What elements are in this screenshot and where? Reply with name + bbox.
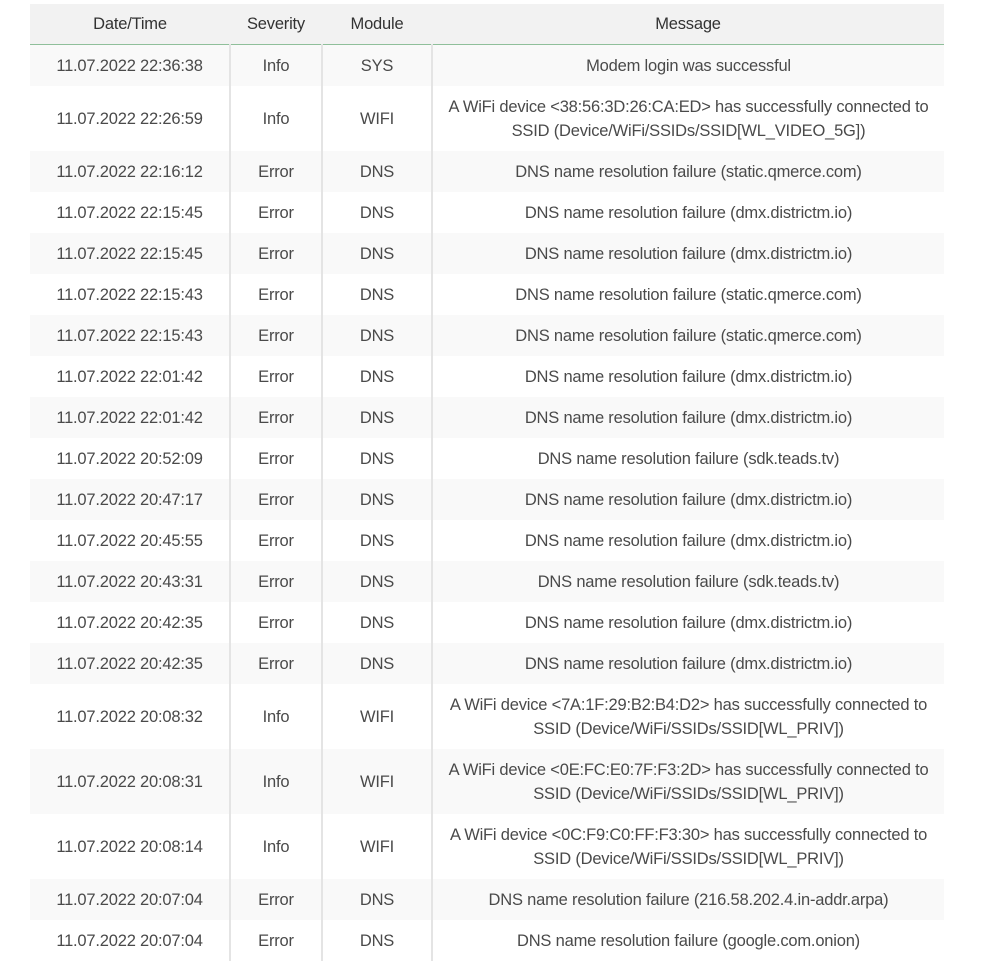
cell-message: DNS name resolution failure (static.qmerce.com) bbox=[432, 315, 944, 356]
cell-severity: Error bbox=[230, 643, 322, 684]
cell-datetime: 11.07.2022 22:16:12 bbox=[30, 151, 230, 192]
table-row bbox=[30, 879, 944, 920]
table-row bbox=[30, 602, 944, 643]
cell-message: DNS name resolution failure (dmx.districtm.io) bbox=[432, 192, 944, 233]
table-row bbox=[30, 561, 944, 602]
cell-message: A WiFi device <0C:F9:C0:FF:F3:30> has successfully connected to SSID (Device/WiFi/SSIDs/SSID[WL_PRIV]) bbox=[432, 814, 944, 879]
table-row bbox=[30, 397, 944, 438]
cell-message: DNS name resolution failure (static.qmerce.com) bbox=[432, 274, 944, 315]
cell-severity: Error bbox=[230, 233, 322, 274]
table-row bbox=[30, 192, 944, 233]
cell-datetime: 11.07.2022 22:15:45 bbox=[30, 233, 230, 274]
cell-severity: Error bbox=[230, 561, 322, 602]
cell-datetime: 11.07.2022 22:36:38 bbox=[30, 45, 230, 87]
cell-message: A WiFi device <7A:1F:29:B2:B4:D2> has successfully connected to SSID (Device/WiFi/SSIDs/SSID[WL_PRIV]) bbox=[432, 684, 944, 749]
cell-severity: Error bbox=[230, 274, 322, 315]
cell-datetime: 11.07.2022 20:52:09 bbox=[30, 438, 230, 479]
cell-datetime: 11.07.2022 22:15:43 bbox=[30, 274, 230, 315]
cell-module: WIFI bbox=[322, 814, 432, 879]
cell-message: DNS name resolution failure (dmx.districtm.io) bbox=[432, 643, 944, 684]
cell-module: WIFI bbox=[322, 684, 432, 749]
cell-module: DNS bbox=[322, 643, 432, 684]
column-header-module[interactable]: Module bbox=[322, 4, 432, 45]
cell-datetime: 11.07.2022 20:08:32 bbox=[30, 684, 230, 749]
cell-severity: Error bbox=[230, 151, 322, 192]
cell-message: DNS name resolution failure (sdk.teads.tv) bbox=[432, 438, 944, 479]
cell-severity: Error bbox=[230, 479, 322, 520]
cell-message: Modem login was successful bbox=[432, 45, 944, 87]
cell-severity: Error bbox=[230, 438, 322, 479]
cell-severity: Error bbox=[230, 315, 322, 356]
cell-datetime: 11.07.2022 20:42:35 bbox=[30, 643, 230, 684]
cell-datetime: 11.07.2022 20:08:31 bbox=[30, 749, 230, 814]
cell-message: DNS name resolution failure (dmx.districtm.io) bbox=[432, 520, 944, 561]
column-header-datetime[interactable]: Date/Time bbox=[30, 4, 230, 45]
table-row bbox=[30, 274, 944, 315]
cell-message: DNS name resolution failure (static.qmerce.com) bbox=[432, 151, 944, 192]
table-row bbox=[30, 45, 944, 87]
cell-datetime: 11.07.2022 22:01:42 bbox=[30, 397, 230, 438]
cell-module: DNS bbox=[322, 561, 432, 602]
cell-module: WIFI bbox=[322, 749, 432, 814]
cell-datetime: 11.07.2022 20:08:14 bbox=[30, 814, 230, 879]
cell-severity: Info bbox=[230, 86, 322, 151]
cell-datetime: 11.07.2022 22:15:45 bbox=[30, 192, 230, 233]
cell-severity: Error bbox=[230, 879, 322, 920]
event-log-table bbox=[30, 4, 944, 961]
table-row bbox=[30, 438, 944, 479]
cell-module: SYS bbox=[322, 45, 432, 87]
cell-module: DNS bbox=[322, 397, 432, 438]
cell-datetime: 11.07.2022 22:15:43 bbox=[30, 315, 230, 356]
cell-message: DNS name resolution failure (sdk.teads.tv) bbox=[432, 561, 944, 602]
cell-message: DNS name resolution failure (dmx.districtm.io) bbox=[432, 602, 944, 643]
cell-datetime: 11.07.2022 20:42:35 bbox=[30, 602, 230, 643]
cell-message: DNS name resolution failure (dmx.districtm.io) bbox=[432, 356, 944, 397]
cell-module: DNS bbox=[322, 151, 432, 192]
cell-severity: Info bbox=[230, 684, 322, 749]
cell-datetime: 11.07.2022 20:45:55 bbox=[30, 520, 230, 561]
cell-module: DNS bbox=[322, 438, 432, 479]
table-row bbox=[30, 920, 944, 961]
cell-severity: Error bbox=[230, 602, 322, 643]
table-body bbox=[30, 45, 944, 961]
cell-module: DNS bbox=[322, 356, 432, 397]
cell-severity: Info bbox=[230, 749, 322, 814]
cell-datetime: 11.07.2022 20:47:17 bbox=[30, 479, 230, 520]
cell-message: DNS name resolution failure (216.58.202.4.in-addr.arpa) bbox=[432, 879, 944, 920]
cell-severity: Error bbox=[230, 192, 322, 233]
cell-severity: Info bbox=[230, 45, 322, 87]
cell-datetime: 11.07.2022 20:07:04 bbox=[30, 879, 230, 920]
table-row bbox=[30, 315, 944, 356]
cell-severity: Error bbox=[230, 920, 322, 961]
table-row bbox=[30, 749, 944, 814]
column-header-severity[interactable]: Severity bbox=[230, 4, 322, 45]
cell-message: DNS name resolution failure (dmx.districtm.io) bbox=[432, 397, 944, 438]
cell-module: DNS bbox=[322, 879, 432, 920]
table-row bbox=[30, 814, 944, 879]
table-row bbox=[30, 151, 944, 192]
cell-module: DNS bbox=[322, 274, 432, 315]
cell-datetime: 11.07.2022 22:26:59 bbox=[30, 86, 230, 151]
table-header bbox=[30, 4, 944, 45]
cell-message: DNS name resolution failure (google.com.onion) bbox=[432, 920, 944, 961]
cell-severity: Error bbox=[230, 356, 322, 397]
cell-message: DNS name resolution failure (dmx.districtm.io) bbox=[432, 233, 944, 274]
table-row bbox=[30, 520, 944, 561]
cell-message: DNS name resolution failure (dmx.districtm.io) bbox=[432, 479, 944, 520]
column-header-message[interactable]: Message bbox=[432, 4, 944, 45]
table-row bbox=[30, 86, 944, 151]
cell-severity: Info bbox=[230, 814, 322, 879]
table-row bbox=[30, 643, 944, 684]
cell-message: A WiFi device <38:56:3D:26:CA:ED> has successfully connected to SSID (Device/WiFi/SSIDs/SSID[WL_VIDEO_5G]) bbox=[432, 86, 944, 151]
cell-module: WIFI bbox=[322, 86, 432, 151]
cell-datetime: 11.07.2022 20:43:31 bbox=[30, 561, 230, 602]
table-row bbox=[30, 684, 944, 749]
cell-datetime: 11.07.2022 20:07:04 bbox=[30, 920, 230, 961]
cell-module: DNS bbox=[322, 192, 432, 233]
table-row bbox=[30, 233, 944, 274]
cell-module: DNS bbox=[322, 315, 432, 356]
cell-module: DNS bbox=[322, 920, 432, 961]
cell-severity: Error bbox=[230, 520, 322, 561]
table-row bbox=[30, 479, 944, 520]
cell-severity: Error bbox=[230, 397, 322, 438]
cell-module: DNS bbox=[322, 233, 432, 274]
cell-module: DNS bbox=[322, 602, 432, 643]
table-row bbox=[30, 356, 944, 397]
cell-module: DNS bbox=[322, 520, 432, 561]
cell-datetime: 11.07.2022 22:01:42 bbox=[30, 356, 230, 397]
header-row bbox=[30, 4, 944, 45]
cell-message: A WiFi device <0E:FC:E0:7F:F3:2D> has successfully connected to SSID (Device/WiFi/SSIDs/SSID[WL_PRIV]) bbox=[432, 749, 944, 814]
cell-module: DNS bbox=[322, 479, 432, 520]
